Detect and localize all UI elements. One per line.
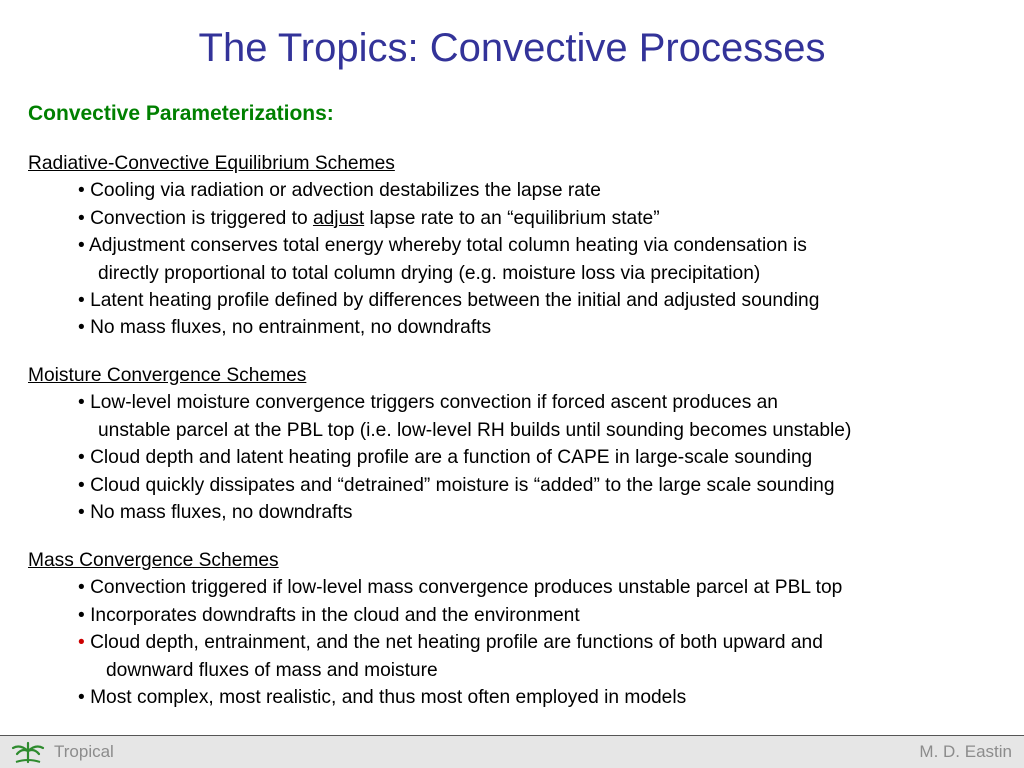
bullet-marker: • bbox=[78, 474, 85, 496]
bullet-item bbox=[28, 629, 1018, 656]
bullet-text: No mass fluxes, no entrainment, no downdrafts bbox=[90, 317, 492, 339]
bullet-continuation: directly proportional to total column drying (e.g. moisture loss via precipitation) bbox=[98, 262, 761, 284]
section-heading: Mass Convergence Schemes bbox=[28, 550, 279, 571]
bullet-item bbox=[28, 499, 1018, 526]
bullet-text: Most complex, most realistic, and thus most often employed in models bbox=[90, 687, 687, 709]
subtitle: Convective Parameterizations: bbox=[28, 102, 334, 125]
bullet-text: Incorporates downdrafts in the cloud and the environment bbox=[90, 604, 580, 626]
palm-tree-icon bbox=[10, 740, 46, 764]
bullet-text: No mass fluxes, no downdrafts bbox=[90, 502, 353, 524]
bullet-marker: • bbox=[78, 577, 85, 599]
bullet-marker: • bbox=[78, 604, 85, 626]
bullet-item bbox=[28, 287, 1018, 314]
bullet-marker: • bbox=[78, 447, 85, 469]
bullet-item bbox=[28, 684, 1018, 711]
bullet-text: Convection is triggered to bbox=[90, 207, 313, 229]
bullet-marker: • bbox=[78, 502, 85, 524]
bullet-marker: • bbox=[78, 180, 85, 202]
section-heading: Radiative-Convective Equilibrium Schemes bbox=[28, 153, 395, 174]
bullet-text: Latent heating profile defined by differences between the initial and adjusted sounding bbox=[90, 290, 820, 312]
bullet-item bbox=[28, 205, 1018, 232]
bullet-text: Adjustment conserves total energy whereby total column heating via condensation is bbox=[89, 235, 807, 257]
bullet-marker: • bbox=[78, 687, 85, 709]
bullet-text: Cooling via radiation or advection destabilizes the lapse rate bbox=[90, 180, 601, 202]
section-radiative-convective bbox=[28, 150, 1018, 342]
bullet-marker: • bbox=[78, 207, 85, 229]
bullet-item bbox=[28, 314, 1018, 341]
section-mass-convergence bbox=[28, 547, 1018, 711]
bullet-item bbox=[28, 574, 1018, 601]
bullet-marker: • bbox=[78, 317, 85, 339]
bullet-item bbox=[28, 389, 1018, 416]
bullet-marker-red: • bbox=[78, 632, 85, 654]
slide-title: The Tropics: Convective Processes bbox=[198, 26, 826, 70]
bullet-item bbox=[28, 232, 1018, 259]
bullet-marker: • bbox=[78, 290, 85, 312]
section-heading: Moisture Convergence Schemes bbox=[28, 365, 307, 386]
bullet-marker: • bbox=[78, 392, 85, 414]
bullet-item bbox=[28, 472, 1018, 499]
bullet-item bbox=[28, 177, 1018, 204]
bullet-text: Cloud depth, entrainment, and the net heating profile are functions of both upward and bbox=[90, 632, 823, 654]
section-moisture-convergence bbox=[28, 362, 1018, 526]
bullet-text: Cloud depth and latent heating profile are a function of CAPE in large-scale sounding bbox=[90, 447, 813, 469]
bullet-text: lapse rate to an “equilibrium state” bbox=[364, 207, 660, 229]
bullet-item bbox=[28, 444, 1018, 471]
underlined-word: adjust bbox=[312, 207, 365, 229]
bullet-item bbox=[28, 602, 1018, 629]
footer-author: M. D. Eastin bbox=[919, 742, 1012, 761]
bullet-marker: • bbox=[78, 235, 85, 257]
bullet-continuation: downward fluxes of mass and moisture bbox=[106, 659, 438, 681]
footer-bar bbox=[0, 735, 1024, 768]
footer-course-label: Tropical bbox=[54, 742, 114, 761]
bullet-text: Cloud quickly dissipates and “detrained” moisture is “added” to the large scale sounding bbox=[90, 474, 835, 496]
bullet-text: Low-level moisture convergence triggers convection if forced ascent produces an bbox=[90, 392, 778, 414]
bullet-text: Convection triggered if low-level mass convergence produces unstable parcel at PBL top bbox=[90, 577, 843, 599]
bullet-continuation: unstable parcel at the PBL top (i.e. low-level RH builds until sounding becomes unstable) bbox=[98, 419, 852, 441]
